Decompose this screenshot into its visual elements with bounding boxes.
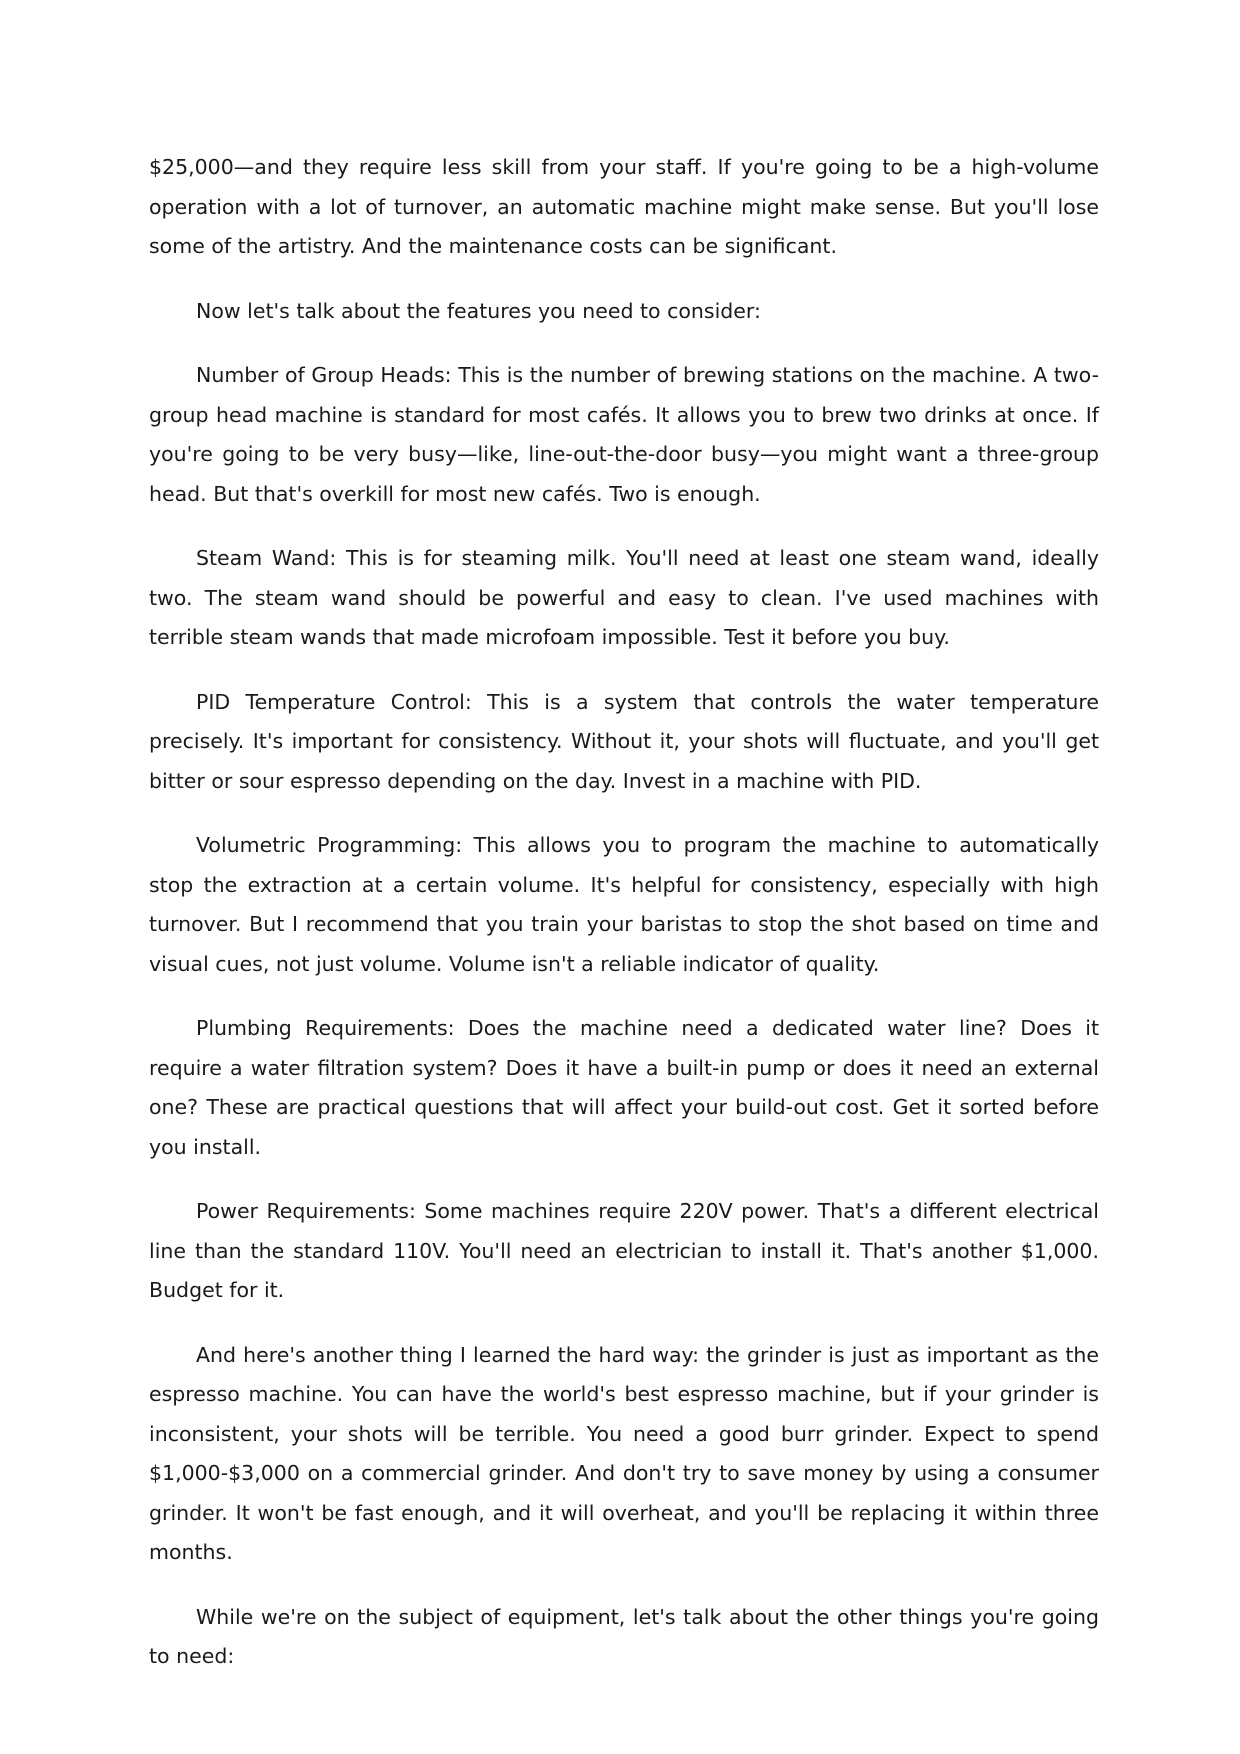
paragraph-steam-wand: Steam Wand: This is for steaming milk. You'll need at least one steam wand, ideally two. The steam wand should be powerful and easy to clean. I've used machines with terrible steam wands that made microfoam impossible. Test it before you buy. xyxy=(149,546,1099,649)
paragraph-features-intro: Now let's talk about the features you need to consider: xyxy=(196,298,761,323)
paragraph-other-equipment: While we're on the subject of equipment, let's talk about the other things you're going to need: xyxy=(149,1604,1099,1668)
paragraph-grinder: And here's another thing I learned the hard way: the grinder is just as important as the espresso machine. You can have the world's best espresso machine, but if your grinder is inconsistent, your shots will be terrible. You need a good burr grinder. Expect to spend $1,000-$3,000 on a commercial grinder. And don't try to save money by using a consumer grinder. It won't be fast enough, and it will overheat, and you'll be replacing it within three months. xyxy=(149,1342,1099,1564)
paragraph-automatic-machines: $25,000—and they require less skill from your staff. If you're going to be a high-volume operation with a lot of turnover, an automatic machine might make sense. But you'll lose some of the artistry. And the maintenance costs can be significant. xyxy=(149,155,1099,258)
paragraph-volumetric-programming: Volumetric Programming: This allows you to program the machine to automatically stop the extraction at a certain volume. It's helpful for consistency, especially with high turnover. But I recommend that you train your baristas to stop the shot based on time and visual cues, not just volume. Volume isn't a reliable indicator of quality. xyxy=(149,833,1099,976)
paragraph-power: Power Requirements: Some machines require 220V power. That's a different electrical line than the standard 110V. You'll need an electrician to install it. That's another $1,000. Budget for it. xyxy=(149,1199,1099,1302)
paragraph-plumbing: Plumbing Requirements: Does the machine need a dedicated water line? Does it require a water filtration system? Does it have a built-in pump or does it need an external one? These are practical questions that will affect your build-out cost. Get it sorted before you install. xyxy=(149,1016,1099,1159)
document-page xyxy=(149,148,1099,1702)
paragraph-pid-temperature: PID Temperature Control: This is a system that controls the water temperature precisely. It's important for consistency. Without it, your shots will fluctuate, and you'll get bitter or sour espresso depending on the day. Invest in a machine with PID. xyxy=(149,689,1099,793)
paragraph-group-heads: Number of Group Heads: This is the number of brewing stations on the machine. A two-group head machine is standard for most cafés. It allows you to brew two drinks at once. If you're going to be very busy—like, line-out-the-door busy—you might want a three-group head. But that's overkill for most new cafés. Two is enough. xyxy=(149,363,1099,506)
